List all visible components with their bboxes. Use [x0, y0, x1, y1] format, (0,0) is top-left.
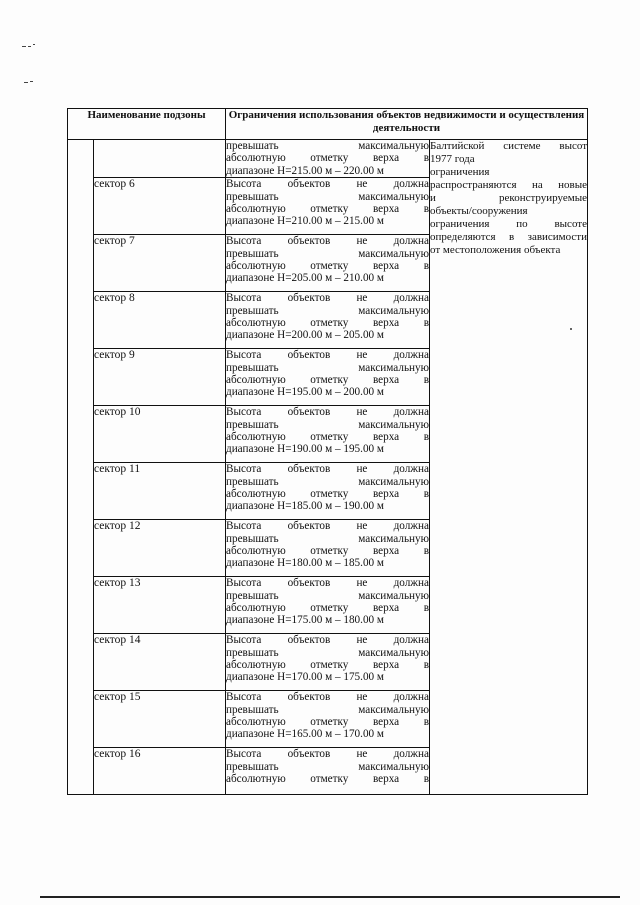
sector-name-cell: сектор 12 — [94, 520, 226, 577]
note-text-line: распространяются на новые — [430, 179, 587, 191]
limit-text-line: Высота объектов не должна — [226, 748, 429, 761]
limit-text-line: абсолютную отметку верха в — [226, 317, 429, 330]
limit-text-line: абсолютную отметку верха в — [226, 152, 429, 165]
limit-text-line: превышать максимальную — [226, 589, 429, 602]
limit-text-line: Высота объектов не должна — [226, 178, 429, 191]
limit-cell — [226, 748, 430, 795]
limit-text-line: превышать максимальную — [226, 475, 429, 488]
scan-artifact-marks — [22, 40, 52, 100]
limit-text-line: Высота объектов не должна — [226, 406, 429, 419]
limit-text-line: диапазоне Н=195.00 м – 200.00 м — [226, 386, 385, 399]
table-row — [68, 140, 588, 178]
limit-text-line: абсолютную отметку верха в — [226, 374, 429, 387]
limit-text-line: абсолютную отметку верха в — [226, 659, 429, 672]
limit-text-line: Высота объектов не должна — [226, 235, 429, 248]
limit-text-line: диапазоне Н=205.00 м – 210.00 м — [226, 272, 385, 285]
sector-name-cell: сектор 10 — [94, 406, 226, 463]
table-header-row — [68, 109, 588, 140]
limit-text-line: превышать максимальную — [226, 703, 429, 716]
limit-cell — [226, 577, 430, 634]
page-bottom-rule — [40, 896, 620, 898]
limit-text-line: Высота объектов не должна — [226, 292, 429, 305]
scan-dot — [570, 328, 572, 330]
general-note-cell — [430, 140, 588, 795]
limit-text-line: абсолютную отметку верха в — [226, 545, 429, 558]
limit-text-line: превышать максимальную — [226, 646, 429, 659]
sector-name-cell: сектор 13 — [94, 577, 226, 634]
limit-text-line: диапазоне Н=200.00 м – 205.00 м — [226, 329, 385, 342]
limit-text-line: диапазоне Н=170.00 м – 175.00 м — [226, 671, 385, 684]
limit-text-line: Высота объектов не должна — [226, 691, 429, 704]
limit-cell — [226, 235, 430, 292]
limit-text-line: абсолютную отметку верха в — [226, 431, 429, 444]
limit-text-line: превышать максимальную — [226, 532, 429, 545]
limit-text-line: диапазоне Н=215.00 м – 220.00 м — [226, 164, 385, 177]
limit-cell — [226, 691, 430, 748]
limit-text-line: превышать максимальную — [226, 418, 429, 431]
limit-text-line: превышать максимальную — [226, 140, 429, 152]
limit-text-line: Высота объектов не должна — [226, 520, 429, 533]
note-text-line: Балтийской системе высот — [430, 140, 587, 152]
limit-cell — [226, 292, 430, 349]
sector-name-cell: сектор 16 — [94, 748, 226, 795]
limit-cell — [226, 140, 430, 178]
note-text-line: 1977 года — [430, 153, 475, 165]
header-subzone-name: Наименование подзоны — [68, 109, 226, 140]
limit-text-line: диапазоне Н=190.00 м – 195.00 м — [226, 443, 385, 456]
limit-text-line: абсолютную отметку верха в — [226, 488, 429, 501]
sector-name-cell: сектор 11 — [94, 463, 226, 520]
note-text-line: определяются в зависимости — [430, 231, 587, 243]
sector-name-cell: сектор 6 — [94, 178, 226, 235]
limit-text-line: Высота объектов не должна — [226, 577, 429, 590]
sector-name-cell: сектор 8 — [94, 292, 226, 349]
limit-cell — [226, 349, 430, 406]
note-text-line: ограничения по высоте — [430, 218, 587, 230]
note-text-line: и реконструируемые — [430, 192, 587, 204]
restrictions-table — [67, 108, 588, 795]
sector-name-cell: сектор 15 — [94, 691, 226, 748]
limit-cell — [226, 634, 430, 691]
limit-text-line: превышать максимальную — [226, 361, 429, 374]
limit-text-line: Высота объектов не должна — [226, 634, 429, 647]
limit-text-line: превышать максимальную — [226, 190, 429, 203]
limit-text-line: превышать максимальную — [226, 760, 429, 773]
limit-text-line: диапазоне Н=210.00 м – 215.00 м — [226, 215, 385, 228]
note-text-line: ограничения — [430, 166, 490, 178]
limit-text-line: Высота объектов не должна — [226, 349, 429, 362]
limit-text-line: Высота объектов не должна — [226, 463, 429, 476]
limit-text-line: абсолютную отметку верха в — [226, 716, 429, 729]
limit-text-line: диапазоне Н=165.00 м – 170.00 м — [226, 728, 385, 741]
limit-text-line: абсолютную отметку верха в — [226, 260, 429, 273]
sector-name-cell: сектор 14 — [94, 634, 226, 691]
limit-text-line: диапазоне Н=185.00 м – 190.00 м — [226, 500, 385, 513]
limit-cell — [226, 178, 430, 235]
limit-text-line: абсолютную отметку верха в — [226, 773, 429, 786]
limit-cell — [226, 406, 430, 463]
sector-name-cell: сектор 9 — [94, 349, 226, 406]
limit-text-line: диапазоне Н=180.00 м – 185.00 м — [226, 557, 385, 570]
limit-cell — [226, 463, 430, 520]
limit-text-line: превышать максимальную — [226, 247, 429, 260]
sector-name-cell — [94, 140, 226, 178]
sector-name-cell: сектор 7 — [94, 235, 226, 292]
table-body — [68, 140, 588, 795]
note-text-line: объекты/сооружения — [430, 205, 528, 217]
limit-cell — [226, 520, 430, 577]
limit-text-line: абсолютную отметку верха в — [226, 203, 429, 216]
header-restrictions: Ограничения использования объектов недвижимости и осуществления деятельности — [226, 109, 588, 140]
limit-text-line: превышать максимальную — [226, 304, 429, 317]
note-text-line: от местоположения объекта — [430, 244, 561, 256]
limit-text-line: абсолютную отметку верха в — [226, 602, 429, 615]
indent-cell — [68, 140, 94, 795]
limit-text-line: диапазоне Н=175.00 м – 180.00 м — [226, 614, 385, 627]
